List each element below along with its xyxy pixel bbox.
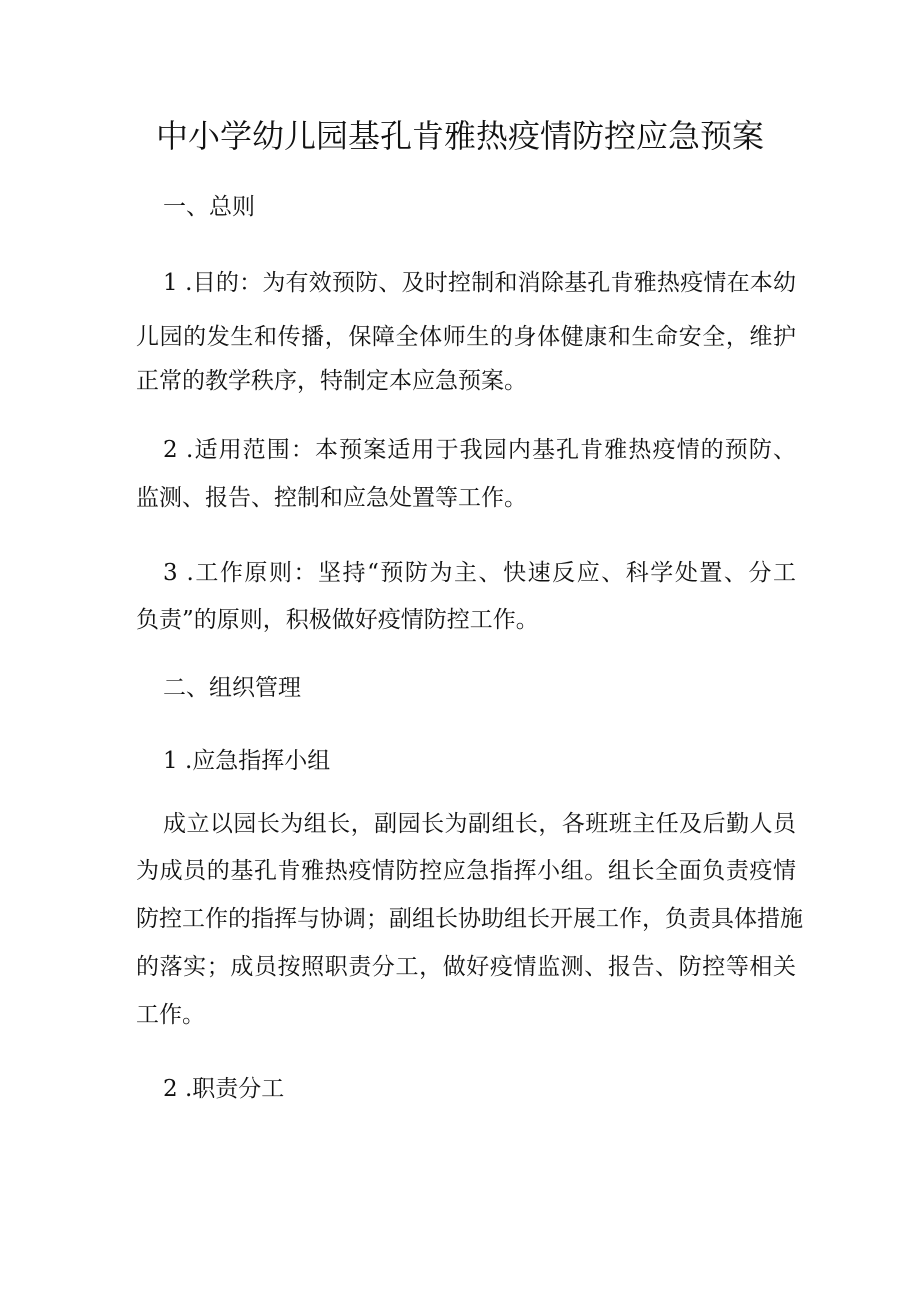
paragraph-purpose-line-2: 儿园的发生和传播，保障全体师生的身体健康和生命安全，维护	[136, 324, 796, 350]
paragraph-purpose-line-3: 正常的教学秩序，特制定本应急预案。	[136, 368, 527, 394]
paragraph-command-line-3: 防控工作的指挥与协调；副组长协助组长开展工作，负责具体措施	[136, 906, 803, 932]
subheading-responsibilities: 2 .职责分工	[163, 1076, 285, 1102]
paragraph-command-line-5: 工作。	[136, 1002, 205, 1028]
paragraph-principle-line-1: 3 .工作原则：坚持“预防为主、快速反应、科学处置、分工	[163, 560, 796, 586]
subheading-command-group: 1 .应急指挥小组	[163, 748, 331, 774]
section-heading-general: 一、总则	[163, 194, 255, 220]
paragraph-command-line-4: 的落实；成员按照职责分工，做好疫情监测、报告、防控等相关	[136, 954, 796, 980]
paragraph-scope-line-2: 监测、报告、控制和应急处置等工作。	[136, 485, 527, 511]
section-heading-organization: 二、组织管理	[163, 675, 301, 701]
paragraph-principle-line-2: 负责”的原则，积极做好疫情防控工作。	[136, 607, 539, 633]
paragraph-command-line-1: 成立以园长为组长，副园长为副组长，各班班主任及后勤人员	[163, 811, 796, 837]
paragraph-scope-line-1: 2 .适用范围：本预案适用于我园内基孔肯雅热疫情的预防、	[163, 437, 796, 463]
paragraph-command-line-2: 为成员的基孔肯雅热疫情防控应急指挥小组。组长全面负责疫情	[136, 858, 796, 884]
paragraph-purpose-line-1: 1 .目的：为有效预防、及时控制和消除基孔肯雅热疫情在本幼	[163, 270, 796, 296]
document-title: 中小学幼儿园基孔肯雅热疫情防控应急预案	[155, 117, 764, 155]
